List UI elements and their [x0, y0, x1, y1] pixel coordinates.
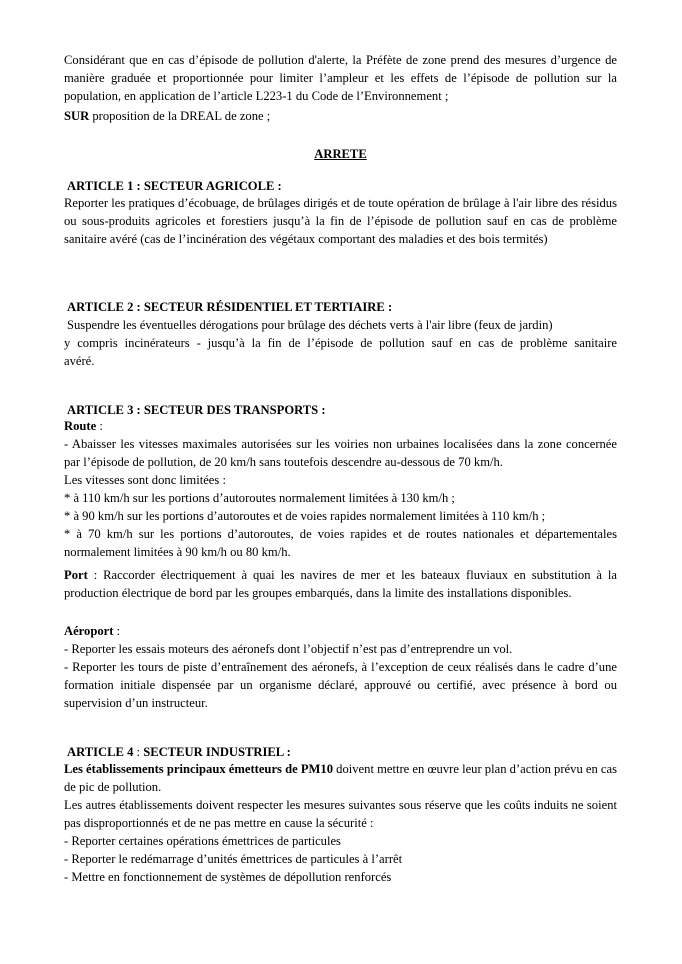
speed-limit-2: * à 90 km/h sur les portions d’autoroutes et de voies rapides normalement limitées à 110 km/h ; [64, 509, 546, 523]
article-2-heading-text: ARTICLE 2 : SECTEUR RÉSIDENTIEL ET TERTIAIRE : [67, 300, 393, 314]
port-paragraph [64, 566, 617, 602]
aeroport-heading [64, 622, 617, 640]
aeroport-item-2: - Reporter les tours de piste d’entraînement des aéronefs, à l’exception de ceux réalisés dans le cadre d’une formation initiale dispensée par un organisme déclaré, approuvé ou certifié, avec présence à bord ou supervision d’un instructeur. [64, 660, 617, 711]
principaux-paragraph [64, 760, 617, 796]
sur-proposition [64, 107, 617, 125]
article-2-text [64, 316, 617, 371]
arrete-title: ARRETE [314, 147, 367, 161]
article-1-heading [67, 177, 620, 195]
aeroport-item-1: - Reporter les essais moteurs des aéronefs dont l’objectif n’est pas d’entreprendre un vol. [64, 642, 513, 656]
industrial-item-2: - Reporter le redémarrage d’unités émettrices de particules à l’arrêt [64, 852, 403, 866]
article-4-heading-b: : [133, 745, 144, 759]
port-text: : Raccorder électriquement à quai les navires de mer et les bateaux fluviaux en substitution à la production électrique de bord par les groupes embarqués, dans la limite des installations disponibles. [64, 568, 617, 601]
industrial-item-3: - Mettre en fonctionnement de systèmes de dépollution renforcés [64, 870, 392, 884]
article-1-heading-text: ARTICLE 1 : SECTEUR AGRICOLE : [67, 179, 282, 193]
article-2-line-1: Suspendre les éventuelles dérogations pour brûlage des déchets verts à l'air libre (feux de jardin) [67, 318, 553, 332]
principaux-bold: Les établissements principaux émetteurs de PM10 [64, 762, 334, 776]
industrial-item-1: - Reporter certaines opérations émettrices de particules [64, 834, 341, 848]
sur-bold: SUR [64, 109, 90, 123]
article-3-heading-text: ARTICLE 3 : SECTEUR DES TRANSPORTS : [67, 403, 326, 417]
aeroport-label: Aéroport [64, 624, 114, 638]
route-heading [64, 417, 617, 435]
article-2-line-2: y compris incinérateurs - jusqu’à la fin de l’épisode de pollution sauf en cas de problème sanitaire [64, 336, 617, 351]
speed-limit-1: * à 110 km/h sur les portions d’autoroutes normalement limitées à 130 km/h ; [64, 491, 455, 505]
article-1-text: Reporter les pratiques d’écobuage, de brûlages dirigés et de toute opération de brûlage à l'air libre des résidus ou sous-produits agricoles et forestiers jusqu’à la fin de l’épisode de pollution sauf en cas de problème sanitaire avéré (cas de l’incinération des végétaux comportant des maladies et des bois termités) [64, 196, 617, 247]
sur-rest: proposition de la DREAL de zone ; [89, 109, 271, 123]
principaux-rest: doivent mettre en œuvre leur plan d’action prévu en cas de pic de pollution. [64, 762, 618, 795]
autres-paragraph: Les autres établissements doivent respecter les mesures suivantes sous réserve que les coûts induits ne soient pas disproportionnés et de ne pas mettre en cause la sécurité : [64, 798, 617, 831]
vitesses-intro: Les vitesses sont donc limitées : [64, 473, 226, 487]
route-text: - Abaisser les vitesses maximales autorisées sur les voiries non urbaines localisées dans la zone concernée par l’épisode de pollution, de 20 km/h sans toutefois descendre au-dessous de 70 km/h. [64, 437, 617, 470]
article-2-heading [67, 298, 620, 316]
considerant-paragraph: Considérant que en cas d’épisode de pollution d'alerte, la Préfète de zone prend des mesures d’urgence de manière graduée et proportionnée pour limiter l’ampleur et les effets de l’épisode de pollution sur la population, en application de l’article L223-1 du Code de l’Environnement ; [64, 53, 617, 104]
route-label: Route [64, 419, 97, 433]
article-4-heading-a: ARTICLE 4 [67, 745, 134, 759]
article-2-line-3: avéré. [64, 354, 95, 369]
route-colon: : [96, 419, 103, 433]
port-label: Port [64, 568, 88, 582]
arrete-title-row [64, 145, 617, 163]
article-4-heading [67, 743, 620, 761]
speed-limit-3: * à 70 km/h sur les portions d’autoroutes, de voies rapides et de routes nationales et départementales normalement limitées à 90 km/h ou 80 km/h. [64, 527, 617, 560]
aeroport-colon: : [113, 624, 121, 638]
article-4-heading-c: SECTEUR INDUSTRIEL : [143, 745, 291, 759]
